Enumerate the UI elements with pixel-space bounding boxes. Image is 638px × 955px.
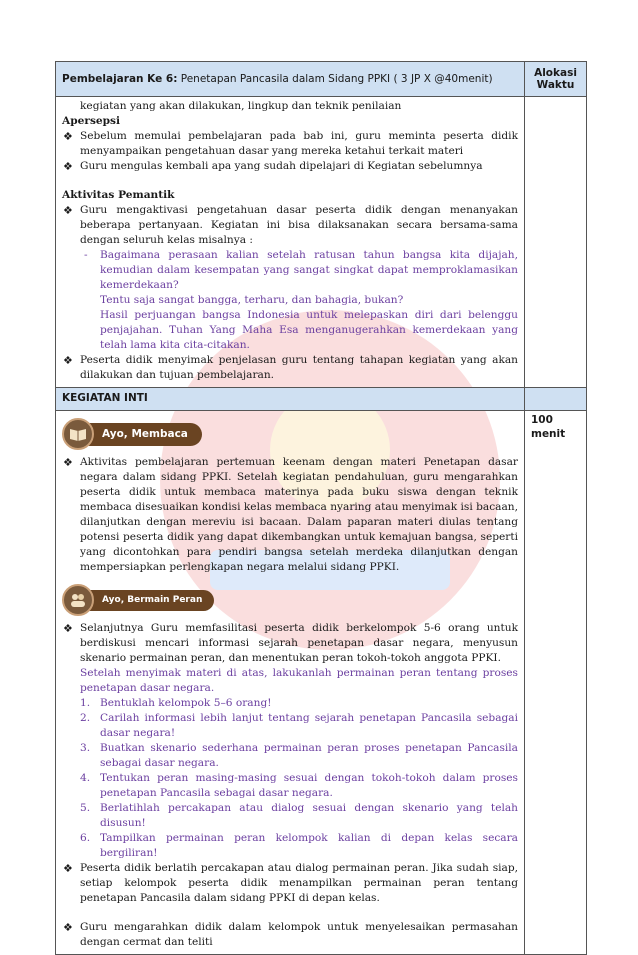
apersepsi-heading: Apersepsi bbox=[62, 115, 121, 127]
list-item: ❖ Guru mengarahkan didik dalam kelompok untuk menyelesaikan permasahan dengan cermat dan teliti bbox=[63, 921, 518, 948]
list-item: ❖ Peserta didik berlatih percakapan atau dialog permainan peran. Jika sudah siap, setiap kelompok peserta didik menampilkan permainan peran tentang penetapan Pancasila dalam sidang PPKI di depan kelas. bbox=[63, 862, 518, 904]
question-item: - Bagaimana perasaan kalian setelah ratusan tahun bangsa kita dijajah, kemudian dalam kesempatan yang sangat singkat dapat memproklamasikan kemerdekaan? bbox=[84, 249, 518, 291]
answer-line-2: Hasil perjuangan bangsa Indonesia untuk melepaskan diri dari belenggu penjajahan. Tuhan Yang Maha Esa menganugerahkan kemerdekaan yang telah lama kita cita-citakan. bbox=[100, 309, 518, 351]
lesson-plan-table bbox=[55, 61, 587, 955]
aktivitas-pemantik-heading: Aktivitas Pemantik bbox=[62, 189, 175, 201]
step-number: 6. bbox=[80, 832, 91, 844]
list-item: ❖ Guru mengulas kembali apa yang sudah dipelajari di Kegiatan sebelumnya bbox=[63, 160, 483, 173]
pendahuluan-cell bbox=[56, 97, 525, 388]
step-text: Buatkan skenario sederhana permainan peran proses penetapan Pancasila sebagai dasar negara. bbox=[100, 742, 518, 769]
header-alokasi-waktu: Alokasi Waktu bbox=[525, 62, 587, 97]
step-item bbox=[62, 771, 518, 801]
role-play-icon bbox=[62, 584, 94, 616]
diamond-bullet-icon: ❖ bbox=[63, 622, 73, 635]
diamond-bullet-icon: ❖ bbox=[63, 160, 73, 173]
table-header-title bbox=[56, 62, 525, 97]
header-title-bold: Pembelajaran Ke 6: bbox=[62, 73, 178, 85]
step-text: Carilah informasi lebih lanjut tentang sejarah penetapan Pancasila sebagai dasar negara! bbox=[100, 712, 518, 739]
badge-label: Ayo, Bermain Peran bbox=[82, 590, 214, 611]
badge-ayo-bermain-peran bbox=[62, 583, 518, 617]
diamond-bullet-icon: ❖ bbox=[63, 130, 73, 143]
step-number: 2. bbox=[80, 712, 91, 724]
step-item bbox=[62, 831, 518, 861]
step-item bbox=[62, 741, 518, 771]
peran-instructions: Setelah menyimak materi di atas, lakukanlah permainan peran tentang proses penetapan dasar negara. bbox=[80, 667, 518, 694]
pendahuluan-time-cell bbox=[525, 97, 587, 388]
step-text: Tampilkan permainan peran kelompok kalian di depan kelas secara bergiliran! bbox=[100, 832, 518, 859]
badge-ayo-membaca bbox=[62, 417, 518, 451]
step-item bbox=[62, 801, 518, 831]
list-item: ❖ Sebelum memulai pembelajaran pada bab ini, guru meminta peserta didik menyampaikan pengetahuan dasar yang mereka ketahui terkait materi bbox=[63, 130, 518, 157]
diamond-bullet-icon: ❖ bbox=[63, 921, 73, 934]
diamond-bullet-icon: ❖ bbox=[63, 204, 73, 217]
list-item: ❖ Selanjutnya Guru memfasilitasi peserta didik berkelompok 5-6 orang untuk berdiskusi mencari informasi sejarah penetapan dasar negara, menyusun skenario permainan peran, dan menentukan peran tokoh-tokoh anggota PPKI. bbox=[63, 622, 518, 664]
kegiatan-inti-time-blank bbox=[525, 388, 587, 411]
step-number: 1. bbox=[80, 697, 91, 709]
step-item bbox=[62, 711, 518, 741]
step-text: Bentuklah kelompok 5–6 orang! bbox=[100, 697, 272, 709]
header-title-rest: Penetapan Pancasila dalam Sidang PPKI ( 3 JP X @40menit) bbox=[177, 73, 493, 85]
answer-line-1: Tentu saja sangat bangga, terharu, dan bahagia, bukan? bbox=[100, 294, 404, 306]
diamond-bullet-icon: ❖ bbox=[63, 862, 73, 875]
kegiatan-inti-cell bbox=[56, 411, 525, 955]
kegiatan-inti-heading: KEGIATAN INTI bbox=[56, 388, 525, 411]
book-reading-icon bbox=[62, 418, 94, 450]
list-item: ❖ Peserta didik menyimak penjelasan guru tentang tahapan kegiatan yang akan dilakukan dan tujuan pembelajaran. bbox=[63, 354, 518, 381]
list-item: ❖ Aktivitas pembelajaran pertemuan keenam dengan materi Penetapan dasar negara dalam sidang PPKI. Setelah kegiatan pendahuluan, guru mengarahkan peserta didik untuk membaca materinya pada buku siswa dengan teknik membaca disesuaikan kondisi kelas membaca nyaring atau menyimak isi bacaan, dilanjutkan dengan mereviu isi bacaan. Dalam paparan materi diulas tentang potensi peserta didik yang dapat dikembangkan untuk kemajuan bangsa, seperti yang dicontohkan para pendiri bangsa setelah merdeka dilanjutkan dengan mempersiapkan perlengkapan negara melalui sidang PPKI. bbox=[63, 456, 518, 573]
step-text: Tentukan peran masing-masing sesuai dengan tokoh-tokoh dalam proses penetapan Pancasila sebagai dasar negara. bbox=[100, 772, 518, 799]
step-text: Berlatihlah percakapan atau dialog sesuai dengan skenario yang telah disusun! bbox=[100, 802, 518, 829]
badge-label: Ayo, Membaca bbox=[82, 423, 202, 446]
step-number: 3. bbox=[80, 742, 91, 754]
list-item: ❖ Guru mengaktivasi pengetahuan dasar peserta didik dengan menanyakan beberapa pertanyaan. Kegiatan ini bisa dilaksanakan secara bersama-sama dengan seluruh kelas misalnya : bbox=[63, 204, 518, 246]
kegiatan-inti-time: 100 menit bbox=[525, 411, 587, 955]
step-number: 5. bbox=[80, 802, 91, 814]
step-item bbox=[62, 696, 518, 711]
diamond-bullet-icon: ❖ bbox=[63, 456, 73, 469]
diamond-bullet-icon: ❖ bbox=[63, 354, 73, 367]
steps-list bbox=[62, 696, 518, 861]
step-number: 4. bbox=[80, 772, 91, 784]
intro-line: kegiatan yang akan dilakukan, lingkup dan teknik penilaian bbox=[80, 100, 402, 112]
